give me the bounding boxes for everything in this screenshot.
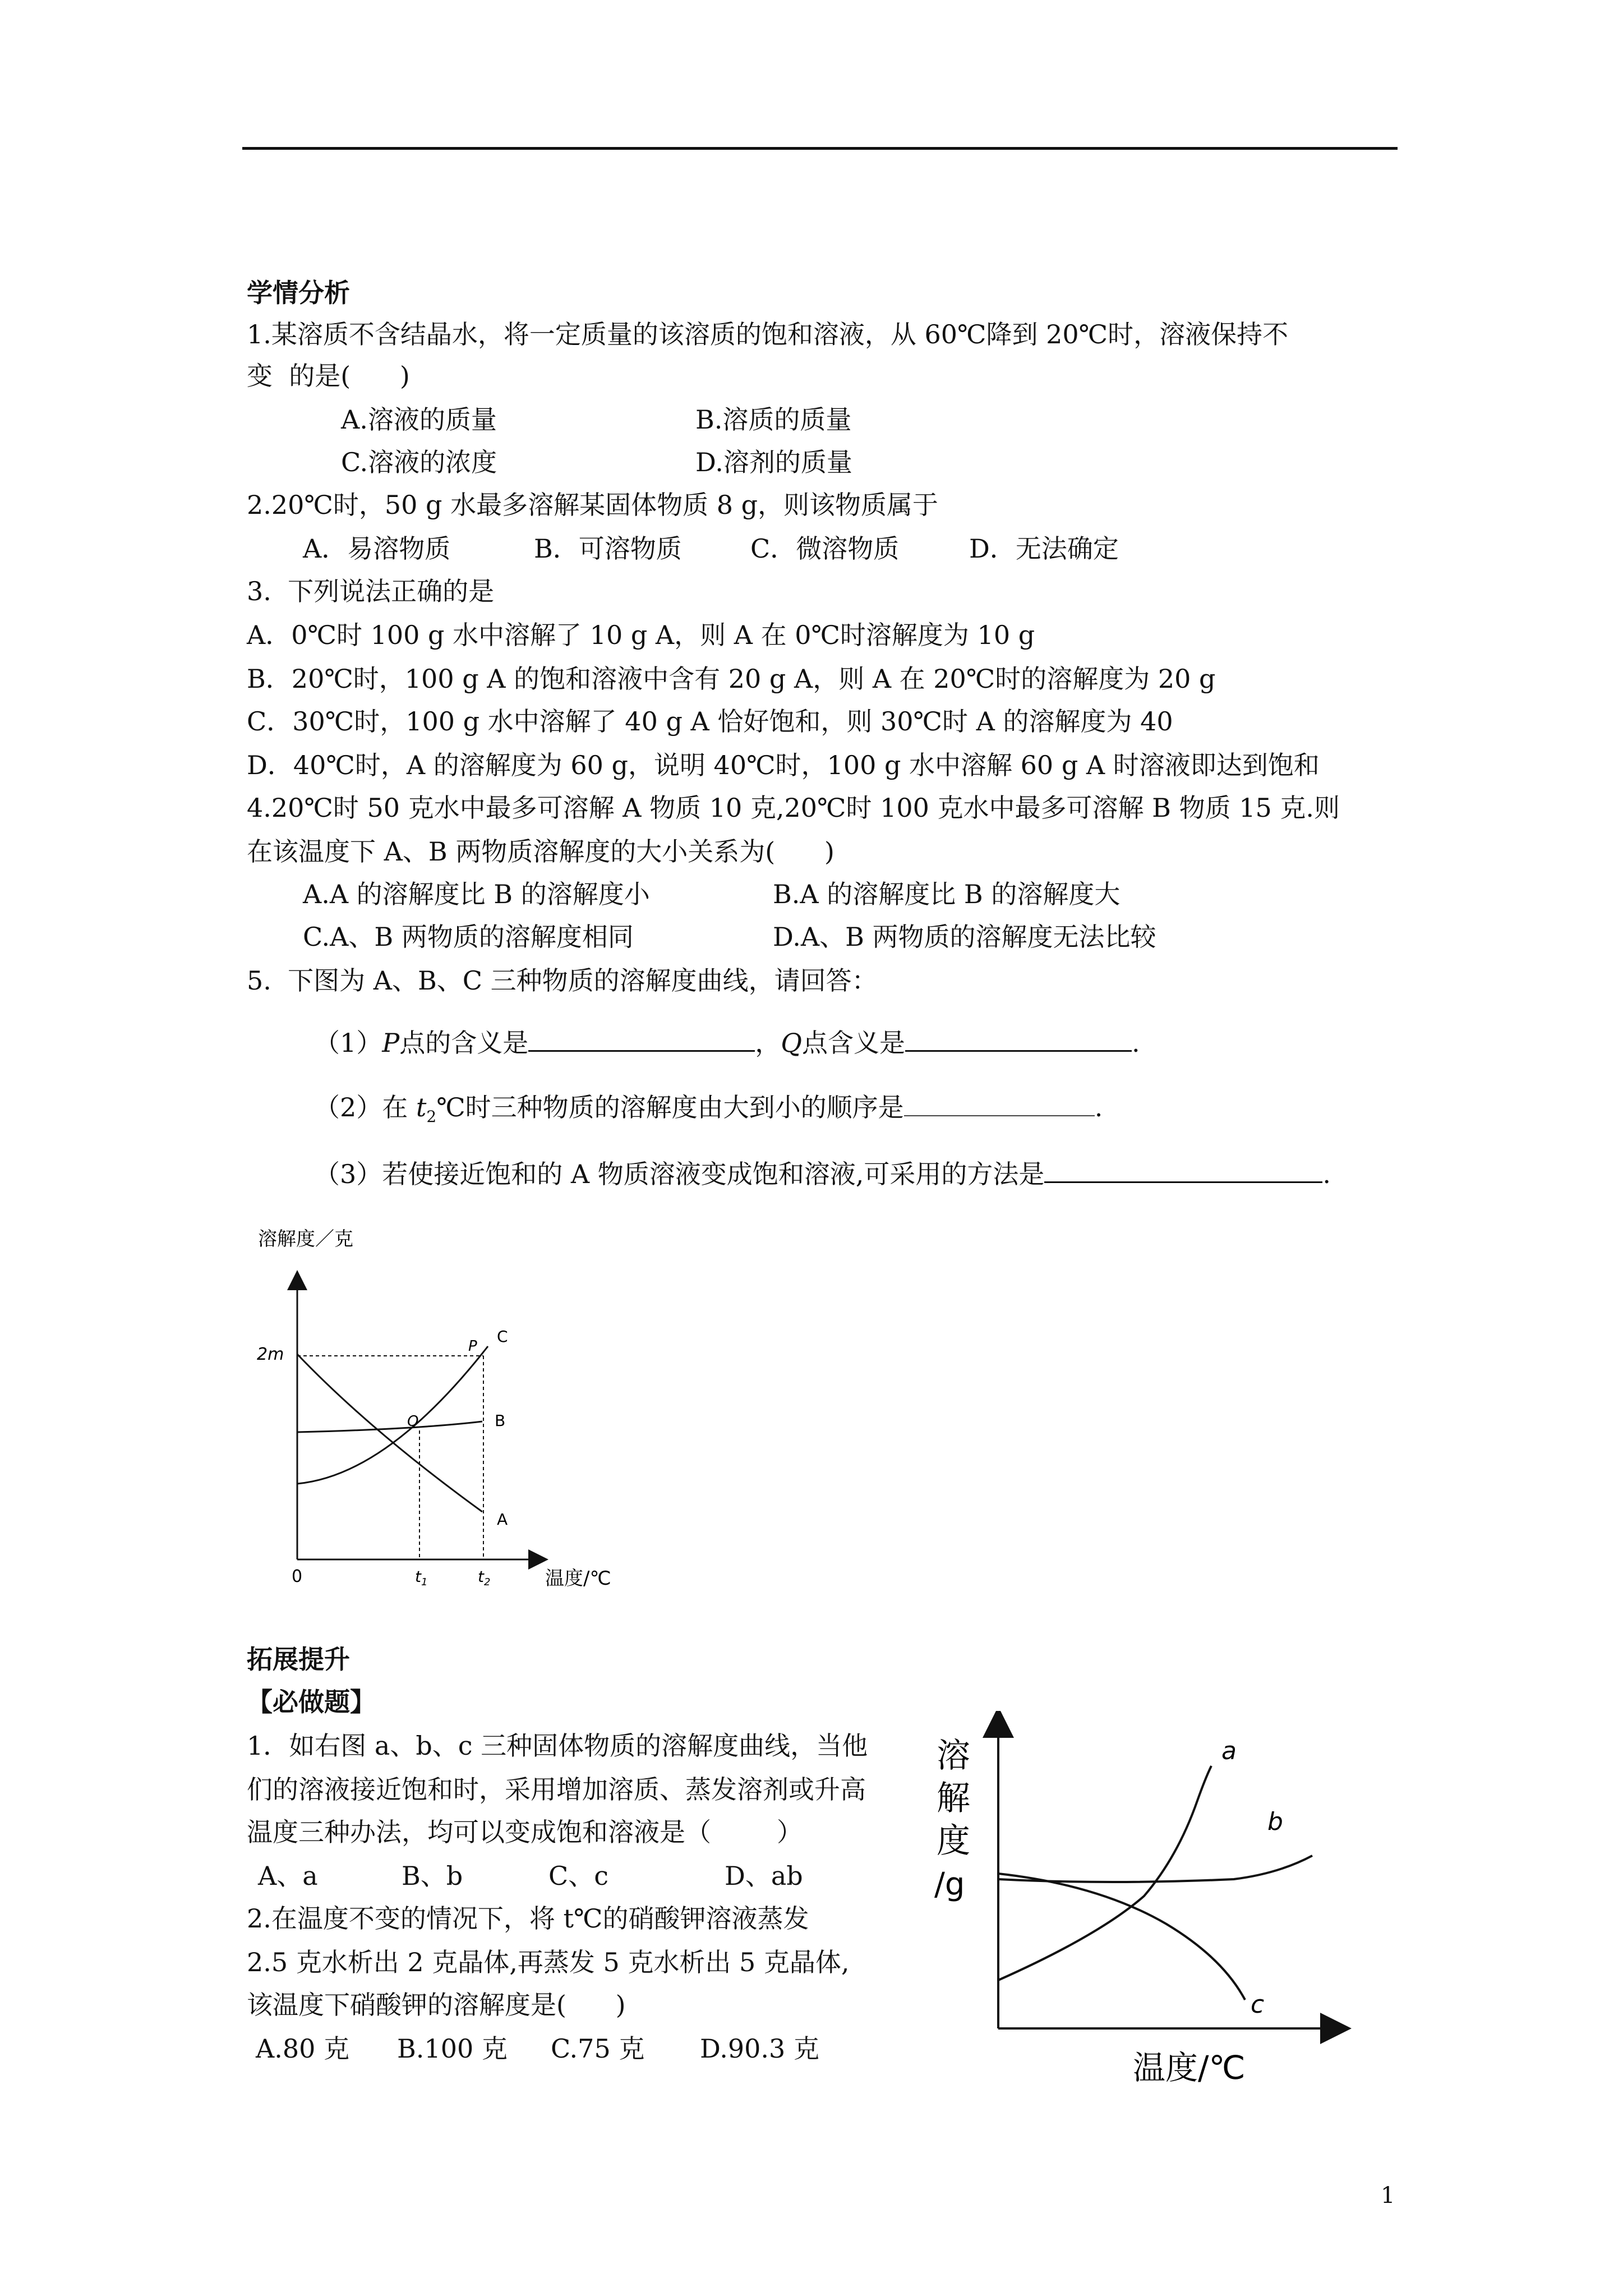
q5-sub3-blank[interactable] [1044,1157,1322,1183]
chart1-curve-a [297,1354,482,1512]
ext-q2-option-c: C.75 克 [551,2033,645,2064]
q5-sub3-text: （3）若使接近饱和的 A 物质溶液变成饱和溶液,可采用的方法是 [314,1159,1045,1189]
chart1-point-p: P [468,1338,477,1355]
ext-q2-option-b: B.100 克 [397,2033,508,2064]
chart2-label-c: c [1251,1990,1265,2019]
q3-option-c: C．30℃时，100 g 水中溶解了 40 g A 恰好饱和，则 30℃时 A 的溶解度为 40 [247,706,1173,737]
chart1-x-tick-t2 [478,1567,490,1588]
chart1-curve-b [297,1421,482,1432]
chart1-x-tick-t2-sub: 2 [483,1576,491,1588]
chart1-label-c: C [497,1327,508,1346]
section-title-extension: 拓展提升 [247,1644,350,1674]
ext-q2-option-a: A.80 克 [256,2033,349,2064]
q5-sub1-end: . [1131,1028,1140,1058]
chart2-label-b: b [1267,1807,1283,1836]
ext-q2-option-d: D.90.3 克 [700,2033,819,2064]
chart1-y-tick-2m: 2m [257,1345,284,1364]
chart1-origin: 0 [292,1567,303,1586]
ext-q1-option-d: D、ab [725,1861,803,1891]
q2-option-d: D．无法确定 [969,533,1119,564]
ext-q1-option-a: A、a [258,1861,318,1891]
q4-option-c: C.A、B 两物质的溶解度相同 [303,922,634,952]
q2-option-c: C．微溶物质 [750,533,900,564]
chart1-x-tick-t1-sub: 1 [421,1576,428,1588]
ext-q1-line3: 温度三种办法，均可以变成饱和溶液是（ ） [247,1817,803,1847]
chart1-x-tick-t1-base: t [415,1567,421,1586]
q5-sub1-blank-q[interactable] [905,1025,1132,1052]
chart1-x-tick-t2-base: t [478,1567,484,1586]
chart-abc-lowercase-solubility [931,1711,1413,2092]
q5-sub2-end: . [1094,1092,1103,1122]
chart1-y-label: 溶解度／克 [258,1228,353,1250]
section-title-analysis: 学情分析 [247,278,350,308]
chart1-point-q: Q [407,1413,419,1430]
q1-stem-line2: 变 的是( ) [247,361,410,391]
q5-sub1-prefix: （1） [314,1028,382,1058]
q3-option-a: A．0℃时 100 g 水中溶解了 10 g A，则 A 在 0℃时溶解度为 10 g [247,620,1035,650]
q1-option-a: A.溶液的质量 [341,404,497,435]
q5-sub2-rest: ℃时三种物质的溶解度由大到小的顺序是 [436,1092,904,1122]
q3-option-d: D．40℃时，A 的溶解度为 60 g，说明 40℃时，100 g 水中溶解 60 g A 时溶液即达到饱和 [247,750,1320,780]
q2-stem: 2.20℃时，50 g 水最多溶解某固体物质 8 g，则该物质属于 [247,490,939,520]
q4-stem-line2: 在该温度下 A、B 两物质溶解度的大小关系为( ) [247,836,834,867]
q2-option-a: A．易溶物质 [303,533,451,564]
chart-abc-solubility [247,1217,651,1599]
ext-q1-line1: 1．如右图 a、b、c 三种固体物质的溶解度曲线，当他 [247,1731,868,1761]
q4-stem-line1: 4.20℃时 50 克水中最多可溶解 A 物质 10 克,20℃时 100 克水中最多可溶解 B 物质 15 克.则 [247,793,1340,823]
q5-sub2-prefix: （2）在 [314,1092,416,1122]
ext-q1-option-c: C、c [548,1861,608,1891]
chart2-y-label-3: 度 [937,1821,970,1861]
q5-sub2-t: t [416,1092,427,1122]
q5-sub1-q: Q [781,1028,802,1058]
q4-option-b: B.A 的溶解度比 B 的溶解度大 [773,879,1121,909]
q5-sub2 [314,1091,1103,1134]
chart2-y-label-4: /g [934,1866,965,1903]
q5-sub2-blank[interactable] [904,1091,1095,1116]
q4-option-a: A.A 的溶解度比 B 的溶解度小 [303,879,650,909]
q3-option-b: B．20℃时，100 g A 的饱和溶液中含有 20 g A，则 A 在 20℃时的溶解度为 20 g [247,664,1216,694]
chart1-x-label: 温度/℃ [545,1567,611,1590]
chart2-curve-a [998,1766,1211,1980]
chart1-label-a: A [497,1510,508,1529]
q5-sub1-sep: ， [755,1028,781,1058]
q5-sub1-mid: 点的含义是 [399,1028,529,1058]
ext-q2-line3: 该温度下硝酸钾的溶解度是( ) [247,1990,626,2020]
q1-option-b: B.溶质的质量 [695,404,852,435]
q1-option-d: D.溶剂的质量 [695,447,852,477]
q5-sub3-end: . [1322,1159,1331,1189]
q5-sub1-p: P [382,1028,400,1058]
q5-stem: 5. 下图为 A、B、C 三种物质的溶解度曲线，请回答： [247,965,878,996]
ext-q2-line1: 2.在温度不变的情况下，将 t℃的硝酸钾溶液蒸发 [247,1903,809,1934]
q5-sub1-blank-p[interactable] [528,1025,755,1052]
chart2-y-label-2: 解 [937,1779,970,1818]
chart1-curve-c [297,1346,488,1484]
ext-q2-line2: 2.5 克水析出 2 克晶体,再蒸发 5 克水析出 5 克晶体, [247,1947,850,1977]
ext-q1-option-b: B、b [402,1861,463,1891]
section-title-required: 【必做题】 [247,1687,376,1717]
chart2-curve-c [998,1874,1245,2000]
q5-sub1 [314,1025,1140,1060]
chart2-y-label-1: 溶 [937,1736,970,1775]
q4-option-d: D.A、B 两物质的溶解度无法比较 [773,922,1156,952]
q1-stem-line1: 1.某溶质不含结晶水，将一定质量的该溶质的饱和溶液，从 60℃降到 20℃时，溶液保持不 [247,319,1289,349]
chart2-curve-b [998,1856,1312,1882]
q5-sub3 [314,1157,1331,1191]
header-rule [242,147,1398,150]
page-number: 1 [1381,2183,1395,2208]
q1-option-c: C.溶液的浓度 [341,447,497,477]
chart1-x-tick-t1 [415,1567,427,1588]
ext-q1-line2: 们的溶液接近饱和时，采用增加溶质、蒸发溶剂或升高 [247,1774,866,1805]
q3-stem: 3. 下列说法正确的是 [247,576,495,606]
chart2-label-a: a [1221,1737,1237,1765]
q5-sub2-subscript: 2 [426,1107,437,1126]
q5-sub1-mid2: 点含义是 [801,1028,905,1058]
q2-option-b: B．可溶物质 [534,533,682,564]
chart1-label-b: B [495,1411,506,1430]
chart2-x-label: 温度/℃ [1133,2049,1246,2087]
